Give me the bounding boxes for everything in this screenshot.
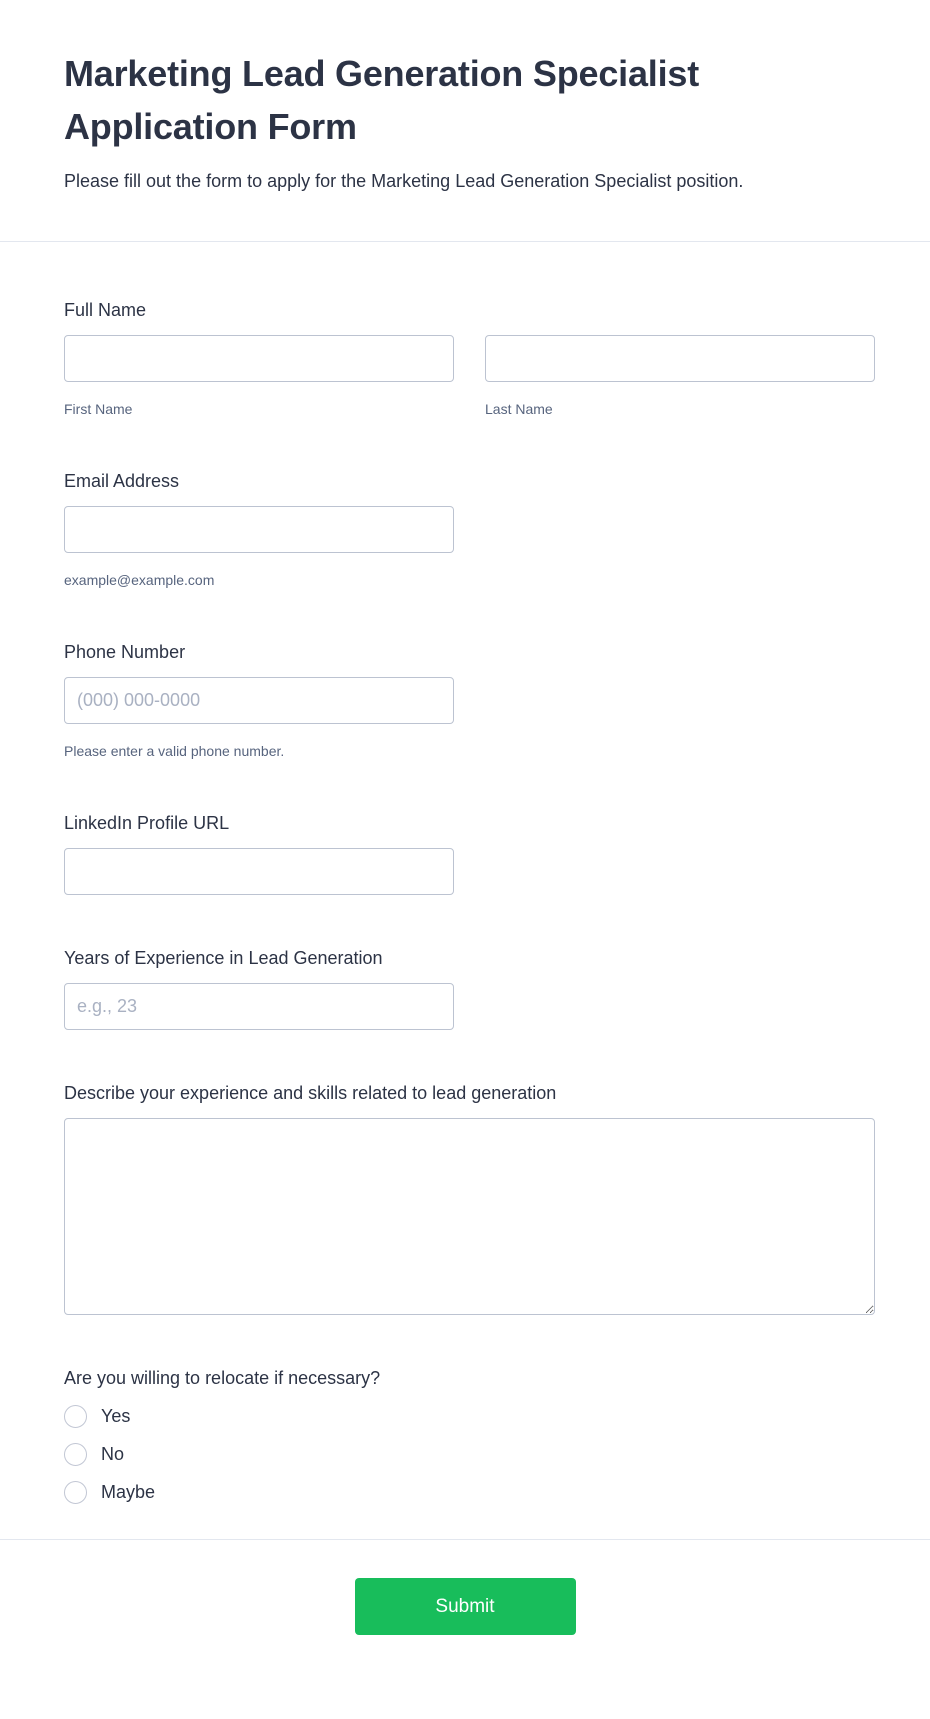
relocate-label: Are you willing to relocate if necessary? (64, 1368, 381, 1389)
years-experience-input[interactable] (64, 983, 454, 1030)
form-header (0, 0, 930, 242)
field-full-name (64, 297, 875, 418)
page-title: Marketing Lead Generation Specialist Application Form (64, 53, 699, 147)
first-name-sublabel: First Name (64, 401, 133, 418)
full-name-inputs-row (64, 335, 875, 418)
full-name-label: Full Name (64, 300, 147, 321)
relocate-option-yes-label: Yes (101, 1406, 131, 1427)
years-experience-label: Years of Experience in Lead Generation (64, 948, 383, 969)
phone-label: Phone Number (64, 642, 186, 663)
relocate-option-no-label: No (101, 1444, 125, 1465)
field-relocate (64, 1365, 875, 1504)
phone-sublabel: Please enter a valid phone number. (64, 743, 285, 760)
form-footer (0, 1540, 930, 1686)
email-input[interactable] (64, 506, 454, 553)
last-name-sublabel: Last Name (485, 401, 553, 418)
radio-button-icon[interactable] (64, 1443, 87, 1466)
experience-description-textarea[interactable] (64, 1118, 875, 1315)
relocate-option-maybe[interactable] (64, 1481, 155, 1504)
last-name-column (485, 335, 875, 418)
relocate-option-no[interactable] (64, 1443, 124, 1466)
radio-button-icon[interactable] (64, 1405, 87, 1428)
field-phone (64, 639, 875, 760)
field-linkedin (64, 810, 875, 895)
email-sublabel: example@example.com (64, 572, 215, 589)
email-label: Email Address (64, 471, 180, 492)
page-subtitle: Please fill out the form to apply for the Marketing Lead Generation Specialist position. (64, 171, 744, 192)
first-name-column (64, 335, 454, 418)
form-body (0, 242, 930, 1540)
experience-description-label: Describe your experience and skills related to lead generation (64, 1083, 557, 1104)
field-email (64, 468, 875, 589)
radio-button-icon[interactable] (64, 1481, 87, 1504)
linkedin-label: LinkedIn Profile URL (64, 813, 230, 834)
first-name-input[interactable] (64, 335, 454, 382)
field-years-experience (64, 945, 875, 1030)
linkedin-input[interactable] (64, 848, 454, 895)
relocate-option-maybe-label: Maybe (101, 1482, 156, 1503)
field-experience-description (64, 1080, 875, 1315)
last-name-input[interactable] (485, 335, 875, 382)
submit-button[interactable]: Submit (355, 1578, 576, 1635)
relocate-option-yes[interactable] (64, 1405, 130, 1428)
phone-input[interactable] (64, 677, 454, 724)
